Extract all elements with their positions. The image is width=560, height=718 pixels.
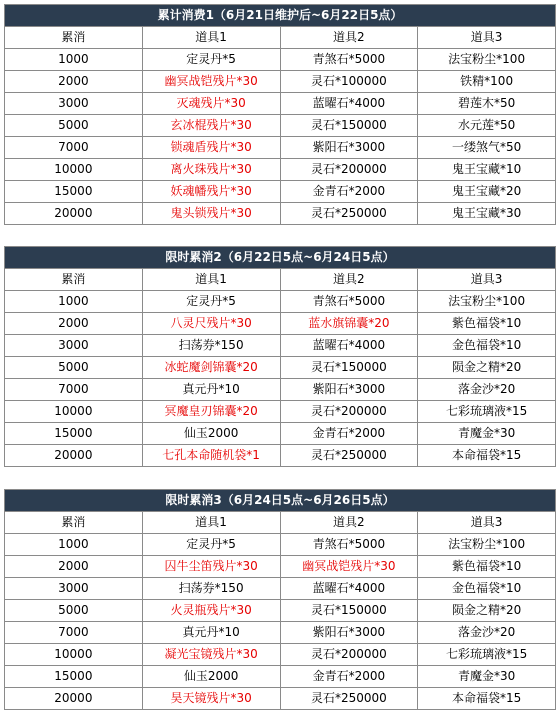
reward-item-cell: 七彩琉璃液*15	[418, 644, 556, 666]
column-header-row	[5, 27, 556, 49]
reward-item-cell: 碧莲木*50	[418, 93, 556, 115]
table-row	[5, 688, 556, 710]
reward-item-cell: 青煞石*5000	[280, 534, 418, 556]
reward-item-cell: 蓝曜石*4000	[280, 335, 418, 357]
spend-threshold-cell: 3000	[5, 578, 143, 600]
reward-item-cell: 鬼王宝藏*10	[418, 159, 556, 181]
reward-item-cell: 幽冥战铠残片*30	[142, 71, 280, 93]
reward-item-cell: 鬼王宝藏*30	[418, 203, 556, 225]
reward-item-cell: 妖魂幡残片*30	[142, 181, 280, 203]
reward-item-cell: 青魔金*30	[418, 423, 556, 445]
reward-item-cell: 七彩琉璃液*15	[418, 401, 556, 423]
table-row	[5, 445, 556, 467]
reward-item-cell: 鬼头锁残片*30	[142, 203, 280, 225]
reward-item-cell: 灵石*150000	[280, 357, 418, 379]
reward-item-cell: 八灵尺残片*30	[142, 313, 280, 335]
spend-threshold-cell: 3000	[5, 335, 143, 357]
spend-threshold-cell: 10000	[5, 644, 143, 666]
reward-item-cell: 扫荡券*150	[142, 578, 280, 600]
reward-item-cell: 金青石*2000	[280, 181, 418, 203]
reward-item-cell: 冥魔皇刃锦囊*20	[142, 401, 280, 423]
reward-item-cell: 灵石*250000	[280, 445, 418, 467]
reward-item-cell: 囚牛尘笛残片*30	[142, 556, 280, 578]
table-row	[5, 578, 556, 600]
table-row	[5, 600, 556, 622]
spend-threshold-cell: 2000	[5, 313, 143, 335]
reward-item-cell: 水元莲*50	[418, 115, 556, 137]
table-title: 限时累消2（6月22日5点~6月24日5点）	[5, 247, 556, 269]
reward-item-cell: 定灵丹*5	[142, 49, 280, 71]
reward-item-cell: 真元丹*10	[142, 379, 280, 401]
spend-threshold-cell: 2000	[5, 71, 143, 93]
table-row	[5, 159, 556, 181]
reward-item-cell: 金色福袋*10	[418, 335, 556, 357]
spend-threshold-cell: 7000	[5, 622, 143, 644]
reward-item-cell: 鬼王宝藏*20	[418, 181, 556, 203]
reward-table-1	[4, 4, 556, 225]
reward-item-cell: 紫阳石*3000	[280, 622, 418, 644]
table-row	[5, 335, 556, 357]
table-row	[5, 534, 556, 556]
spend-threshold-cell: 15000	[5, 666, 143, 688]
reward-item-cell: 铁精*100	[418, 71, 556, 93]
reward-item-cell: 金青石*2000	[280, 423, 418, 445]
reward-item-cell: 本命福袋*15	[418, 445, 556, 467]
spend-threshold-cell: 10000	[5, 401, 143, 423]
reward-item-cell: 紫色福袋*10	[418, 313, 556, 335]
table-row	[5, 666, 556, 688]
spend-threshold-cell: 15000	[5, 181, 143, 203]
spend-threshold-cell: 1000	[5, 534, 143, 556]
reward-item-cell: 落金沙*20	[418, 379, 556, 401]
spend-threshold-cell: 7000	[5, 379, 143, 401]
reward-item-cell: 离火珠残片*30	[142, 159, 280, 181]
reward-item-cell: 七孔本命随机袋*1	[142, 445, 280, 467]
reward-item-cell: 蓝曜石*4000	[280, 93, 418, 115]
reward-item-cell: 灵石*250000	[280, 688, 418, 710]
table-row	[5, 313, 556, 335]
table-row	[5, 622, 556, 644]
reward-item-cell: 仙玉2000	[142, 666, 280, 688]
reward-table-2	[4, 246, 556, 467]
table-title: 累计消费1（6月21日维护后~6月22日5点）	[5, 5, 556, 27]
table-row	[5, 203, 556, 225]
reward-item-cell: 蓝曜石*4000	[280, 578, 418, 600]
spend-threshold-cell: 5000	[5, 357, 143, 379]
table-row	[5, 644, 556, 666]
table-row	[5, 93, 556, 115]
column-header: 道具3	[418, 27, 556, 49]
reward-item-cell: 灵石*100000	[280, 71, 418, 93]
reward-item-cell: 金青石*2000	[280, 666, 418, 688]
reward-item-cell: 仙玉2000	[142, 423, 280, 445]
reward-item-cell: 灵石*150000	[280, 600, 418, 622]
column-header: 道具1	[142, 27, 280, 49]
reward-item-cell: 灵石*150000	[280, 115, 418, 137]
spend-threshold-cell: 20000	[5, 445, 143, 467]
reward-item-cell: 金色福袋*10	[418, 578, 556, 600]
reward-item-cell: 蓝水旗锦囊*20	[280, 313, 418, 335]
reward-item-cell: 灵石*200000	[280, 401, 418, 423]
table-row	[5, 291, 556, 313]
reward-item-cell: 冰蛇魔剑锦囊*20	[142, 357, 280, 379]
reward-item-cell: 幽冥战铠残片*30	[280, 556, 418, 578]
column-header: 道具2	[280, 269, 418, 291]
reward-item-cell: 灵石*250000	[280, 203, 418, 225]
column-header: 累消	[5, 512, 143, 534]
reward-item-cell: 陨金之精*20	[418, 600, 556, 622]
reward-item-cell: 紫阳石*3000	[280, 379, 418, 401]
reward-item-cell: 玄冰棍残片*30	[142, 115, 280, 137]
table-row	[5, 357, 556, 379]
table-row	[5, 379, 556, 401]
reward-item-cell: 灵石*200000	[280, 159, 418, 181]
reward-item-cell: 法宝粉尘*100	[418, 534, 556, 556]
spend-threshold-cell: 15000	[5, 423, 143, 445]
table-row	[5, 401, 556, 423]
reward-item-cell: 锁魂盾残片*30	[142, 137, 280, 159]
reward-item-cell: 青煞石*5000	[280, 49, 418, 71]
reward-item-cell: 真元丹*10	[142, 622, 280, 644]
spend-threshold-cell: 5000	[5, 115, 143, 137]
column-header: 累消	[5, 27, 143, 49]
column-header-row	[5, 512, 556, 534]
reward-item-cell: 青煞石*5000	[280, 291, 418, 313]
spend-threshold-cell: 20000	[5, 688, 143, 710]
column-header: 道具3	[418, 512, 556, 534]
reward-item-cell: 陨金之精*20	[418, 357, 556, 379]
spend-threshold-cell: 7000	[5, 137, 143, 159]
spend-threshold-cell: 3000	[5, 93, 143, 115]
column-header: 道具2	[280, 512, 418, 534]
reward-item-cell: 法宝粉尘*100	[418, 49, 556, 71]
column-header: 累消	[5, 269, 143, 291]
reward-table-3	[4, 489, 556, 710]
reward-item-cell: 紫阳石*3000	[280, 137, 418, 159]
column-header: 道具1	[142, 269, 280, 291]
table-row	[5, 49, 556, 71]
column-header: 道具2	[280, 27, 418, 49]
spend-threshold-cell: 5000	[5, 600, 143, 622]
table-row	[5, 71, 556, 93]
spend-threshold-cell: 1000	[5, 49, 143, 71]
reward-item-cell: 法宝粉尘*100	[418, 291, 556, 313]
reward-item-cell: 紫色福袋*10	[418, 556, 556, 578]
spend-threshold-cell: 1000	[5, 291, 143, 313]
table-row	[5, 423, 556, 445]
column-header: 道具1	[142, 512, 280, 534]
reward-item-cell: 定灵丹*5	[142, 291, 280, 313]
reward-item-cell: 青魔金*30	[418, 666, 556, 688]
reward-item-cell: 凝光宝镜残片*30	[142, 644, 280, 666]
reward-item-cell: 本命福袋*15	[418, 688, 556, 710]
table-row	[5, 556, 556, 578]
reward-item-cell: 落金沙*20	[418, 622, 556, 644]
reward-item-cell: 定灵丹*5	[142, 534, 280, 556]
spend-threshold-cell: 10000	[5, 159, 143, 181]
reward-item-cell: 昊天镜残片*30	[142, 688, 280, 710]
reward-item-cell: 火灵瓶残片*30	[142, 600, 280, 622]
column-header: 道具3	[418, 269, 556, 291]
table-row	[5, 115, 556, 137]
column-header-row	[5, 269, 556, 291]
table-row	[5, 137, 556, 159]
table-row	[5, 181, 556, 203]
reward-item-cell: 灵石*200000	[280, 644, 418, 666]
reward-item-cell: 灭魂残片*30	[142, 93, 280, 115]
spend-threshold-cell: 2000	[5, 556, 143, 578]
spend-threshold-cell: 20000	[5, 203, 143, 225]
reward-item-cell: 一缕煞气*50	[418, 137, 556, 159]
table-title: 限时累消3（6月24日5点~6月26日5点）	[5, 490, 556, 512]
reward-item-cell: 扫荡券*150	[142, 335, 280, 357]
